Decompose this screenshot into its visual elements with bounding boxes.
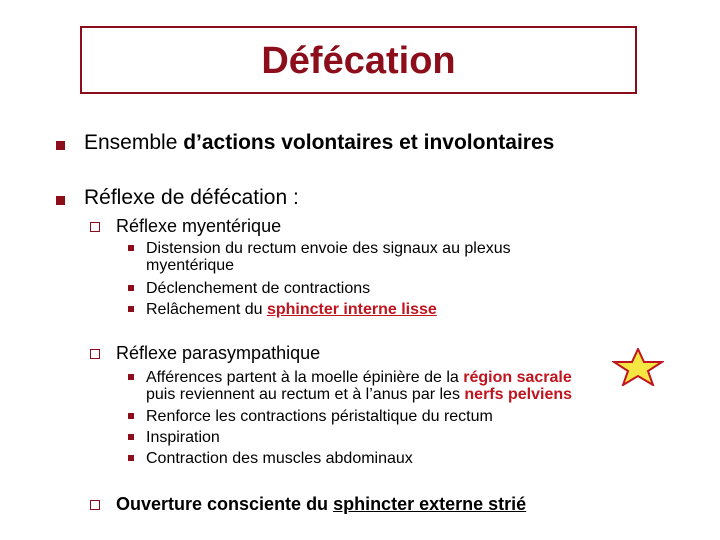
item-text: Ouverture consciente du [116, 494, 334, 514]
item-distension [146, 240, 511, 274]
item-afferences [146, 369, 572, 403]
slide-title: Défécation [261, 40, 456, 82]
bullet-square [56, 196, 65, 205]
sub-bullet-myenterique: Réflexe myentérique [116, 216, 282, 236]
bullet-emphasis: d’actions volontaires et involontaires [183, 131, 555, 154]
sphincter-interne-link: sphincter interne lisse [266, 301, 437, 318]
item-bullet [128, 413, 134, 419]
item-text: puis reviennent au rectum et à l’anus par les [146, 386, 465, 403]
sub-bullet-checkbox [90, 222, 100, 232]
item-declenchement: Déclenchement de contractions [146, 280, 371, 297]
item-text: Relâchement du [146, 301, 267, 318]
item-renforce: Renforce les contractions péristaltique du rectum [146, 408, 493, 425]
region-sacrale-highlight: région sacrale [463, 369, 572, 386]
item-text: Distension du rectum envoie des signaux au plexus [146, 240, 511, 257]
item-bullet [128, 285, 134, 291]
sub-bullet-parasympathique: Réflexe parasympathique [116, 343, 321, 363]
item-bullet [128, 374, 134, 380]
bullet-ensemble [84, 131, 554, 155]
item-bullet [128, 245, 134, 251]
bullet-text: Ensemble [84, 131, 184, 154]
item-bullet [128, 434, 134, 440]
item-bullet [128, 306, 134, 312]
item-inspiration: Inspiration [146, 429, 220, 446]
sub-bullet-ouverture [116, 494, 526, 515]
item-text: myentérique [146, 257, 235, 274]
sub-bullet-checkbox [90, 349, 100, 359]
bullet-reflexe: Réflexe de défécation : [84, 186, 299, 209]
star-icon [612, 348, 664, 386]
sphincter-externe-link: sphincter externe strié [333, 494, 527, 514]
item-contraction: Contraction des muscles abdominaux [146, 450, 413, 467]
title-box [80, 26, 637, 94]
bullet-square [56, 141, 65, 150]
item-text: Afférences partent à la moelle épinière de la [146, 369, 464, 386]
item-bullet [128, 455, 134, 461]
nerfs-pelviens-highlight: nerfs pelviens [464, 386, 573, 403]
item-relachement [146, 301, 437, 318]
sub-bullet-checkbox [90, 500, 100, 510]
